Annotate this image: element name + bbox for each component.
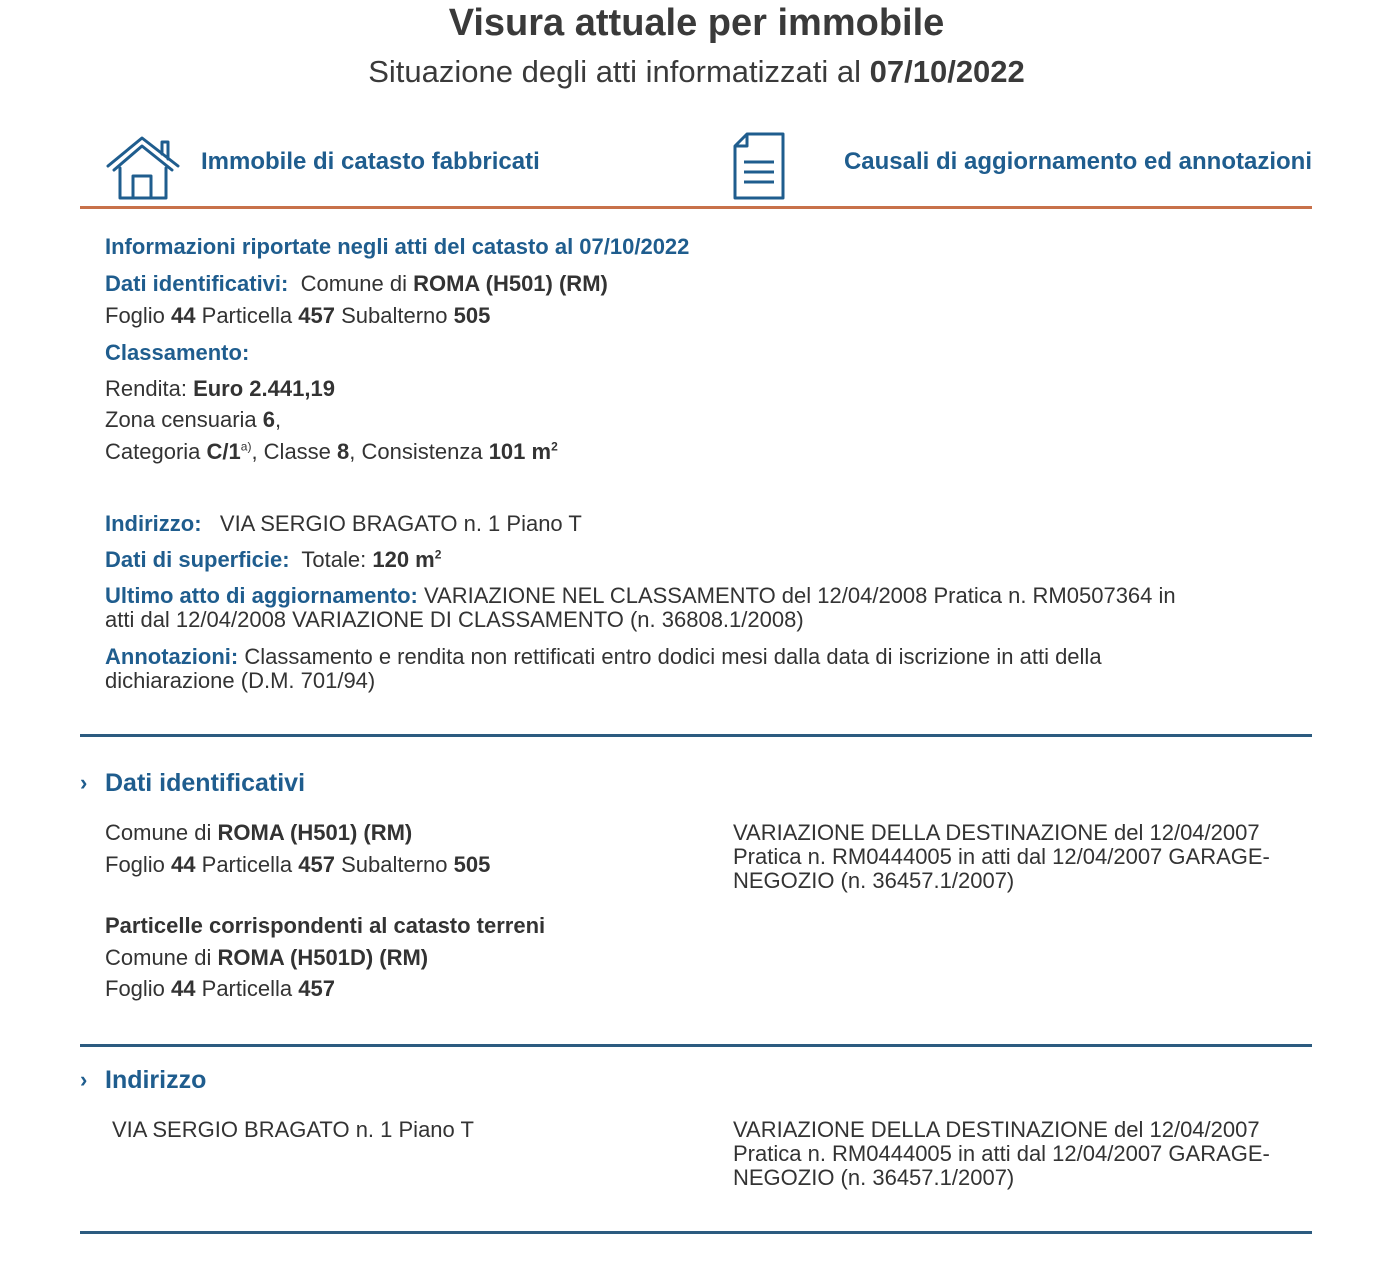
section-divider: [80, 1231, 1312, 1234]
dati-causale-line3: NEGOZIO (n. 36457.1/2007): [733, 868, 1015, 893]
dati-causale-line1: VARIAZIONE DELLA DESTINAZIONE del 12/04/2007: [733, 820, 1260, 845]
terreni-heading: Particelle corrispondenti al catasto terreni: [105, 913, 546, 938]
dati-causale-line2: Pratica n. RM0444005 in atti dal 12/04/2007 GARAGE-: [733, 844, 1270, 869]
house-icon: [104, 132, 182, 202]
document-icon: [732, 132, 786, 200]
dati-identificativi-chevron-icon[interactable]: ›: [80, 770, 88, 795]
page-subtitle: Situazione degli atti informatizzati al 07/10/2022: [368, 54, 1025, 89]
annotazioni-line2: dichiarazione (D.M. 701/94): [105, 668, 376, 693]
page-title: Visura attuale per immobile: [448, 2, 945, 44]
superficie-line: Dati di superficie: Totale: 120 $m^2$: [105, 547, 442, 572]
indirizzo-causale-line1: VARIAZIONE DELLA DESTINAZIONE del 12/04/2007: [733, 1117, 1260, 1142]
categoria-line: Categoria C/1$^{a)}$, Classe 8, Consistenza 101 $m^2$: [105, 439, 558, 464]
info-foglio-line: Foglio 44 Particella 457 Subalterno 505: [105, 303, 491, 328]
annotazioni-line1: Annotazioni: Classamento e rendita non rettificati entro dodici mesi dalla data di iscrizione in atti della: [105, 644, 1102, 669]
indirizzo-causale-line2: Pratica n. RM0444005 in atti dal 12/04/2007 GARAGE-: [733, 1141, 1270, 1166]
catasto-fabbricati-label: Immobile di catasto fabbricati: [201, 148, 540, 175]
indirizzo-value: VIA SERGIO BRAGATO n. 1 Piano T: [112, 1117, 474, 1142]
terreni-comune-line: Comune di ROMA (H501D) (RM): [105, 945, 429, 970]
indirizzo-causale-line3: NEGOZIO (n. 36457.1/2007): [733, 1165, 1015, 1190]
dati-identificativi-section-title[interactable]: Dati identificativi: [105, 769, 306, 797]
dati-comune-line: Comune di ROMA (H501) (RM): [105, 820, 413, 845]
ultimo-atto-line1: Ultimo atto di aggiornamento: VARIAZIONE NEL CLASSAMENTO del 12/04/2008 Pratica n. RM0507364 in: [105, 583, 1176, 608]
info-heading: Informazioni riportate negli atti del catasto al 07/10/2022: [105, 234, 690, 259]
dati-foglio-line: Foglio 44 Particella 457 Subalterno 505: [105, 852, 491, 877]
indirizzo-section-title[interactable]: Indirizzo: [105, 1066, 207, 1094]
causali-label: Causali di aggiornamento ed annotazioni: [843, 148, 1312, 175]
indirizzo-chevron-icon[interactable]: ›: [80, 1067, 88, 1092]
indirizzo-line: Indirizzo: VIA SERGIO BRAGATO n. 1 Piano T: [105, 511, 582, 536]
header-divider: [80, 206, 1312, 209]
subtitle-date: 07/10/2022: [869, 54, 1025, 89]
classamento-label: Classamento:: [105, 340, 250, 365]
rendita-line: Rendita: Euro 2.441,19: [105, 376, 335, 401]
zona-line: Zona censuaria 6,: [105, 407, 282, 432]
terreni-foglio-line: Foglio 44 Particella 457: [105, 976, 335, 1001]
section-divider: [80, 1044, 1312, 1047]
section-divider: [80, 734, 1312, 737]
info-dati-identificativi: Dati identificativi: Comune di ROMA (H501) (RM): [105, 271, 608, 296]
ultimo-atto-line2: atti dal 12/04/2008 VARIAZIONE DI CLASSAMENTO (n. 36808.1/2008): [105, 607, 804, 632]
